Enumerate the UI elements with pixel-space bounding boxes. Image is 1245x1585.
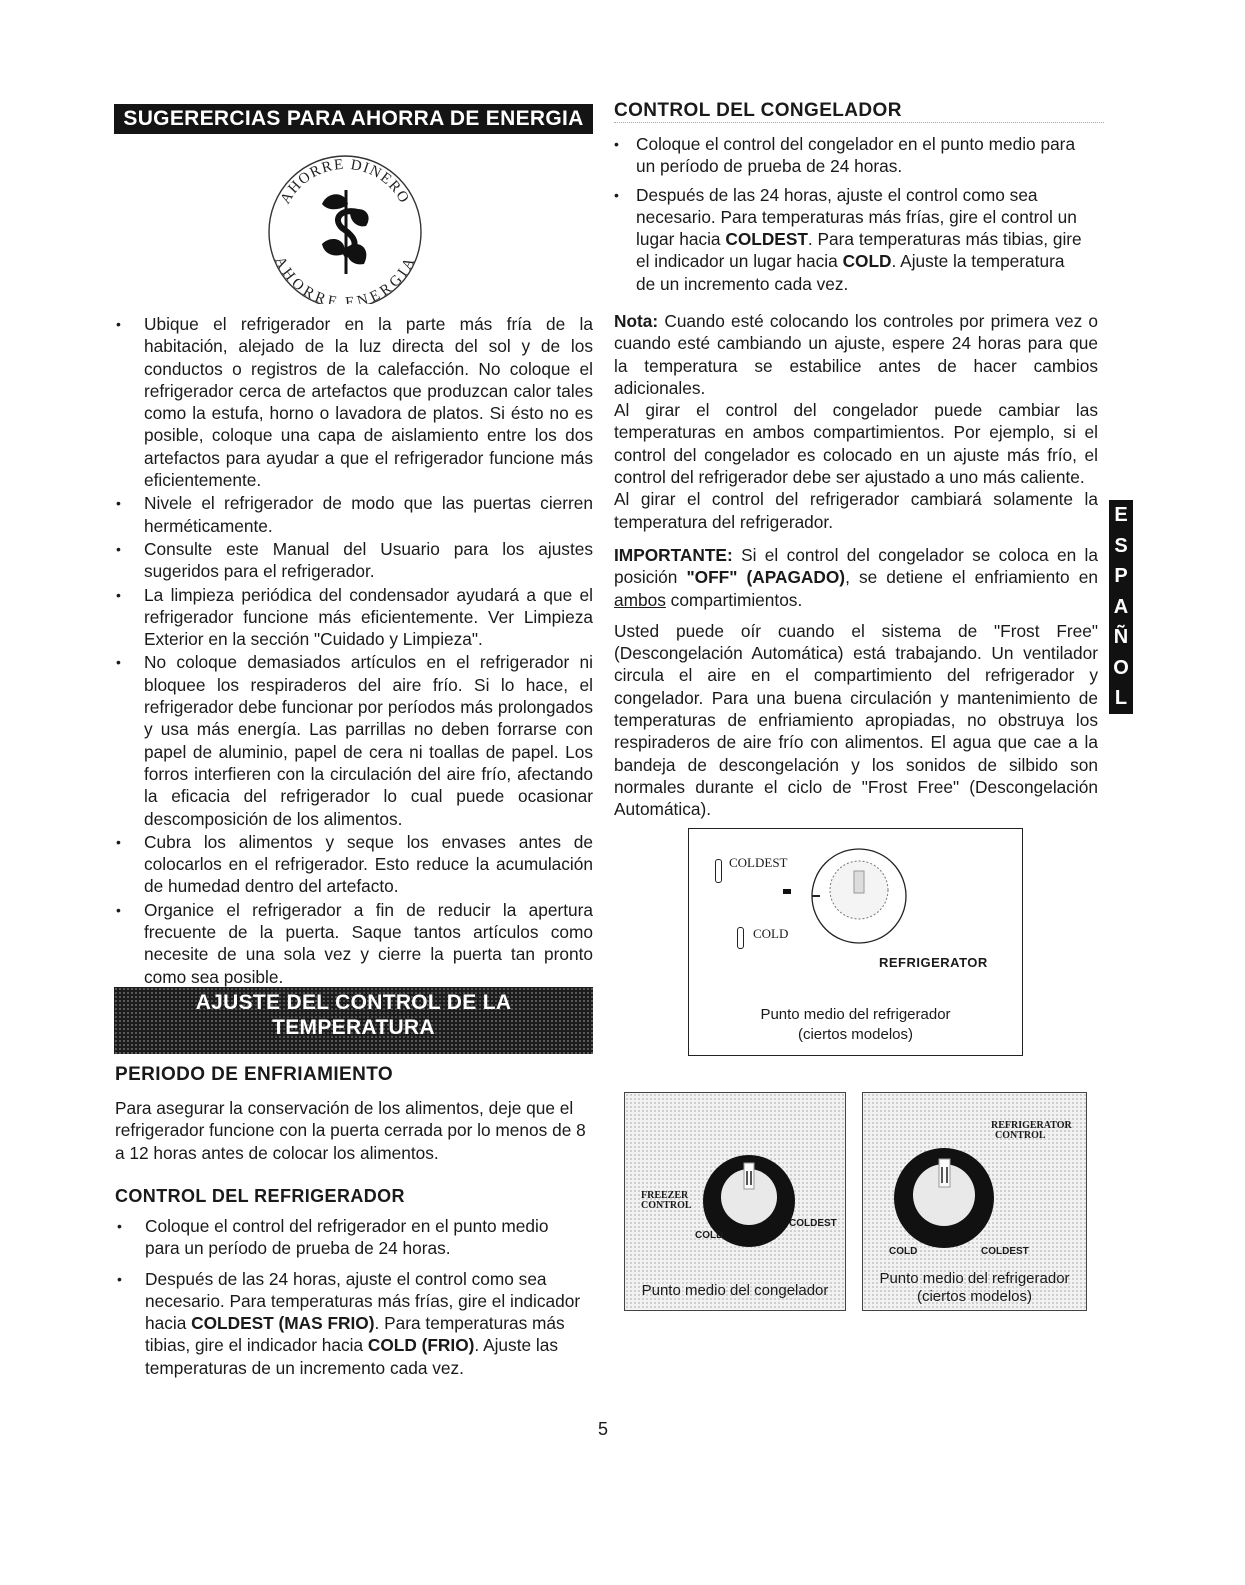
energy-seal	[262, 152, 428, 304]
note-paragraph	[614, 310, 1098, 399]
refrigerator-coldest-label: COLDEST	[981, 1246, 1029, 1257]
seal-bottom-text: AHORRE ENERGIA	[271, 254, 419, 304]
energy-tips-list	[114, 313, 593, 989]
refrigerator-control-label-1: REFRIGERATOR	[991, 1120, 1072, 1131]
fridge-control-step-2	[115, 1268, 585, 1379]
freezer-step2-coldest: COLDEST	[725, 229, 808, 250]
figure1-caption-line1: Punto medio del refrigerador	[760, 1006, 951, 1023]
language-side-tab	[1109, 500, 1133, 714]
freezer-coldest-label: COLDEST	[789, 1218, 837, 1229]
important-paragraph	[614, 544, 1098, 611]
energy-tip-2: • Nivele el refrigerador de modo que las puertas cierren herméticamente.	[114, 492, 593, 537]
note-label: Nota:	[614, 311, 659, 331]
cooling-period-heading: PERIODO DE ENFRIAMIENTO	[115, 1064, 394, 1085]
cold-bar-icon	[737, 927, 744, 949]
freezer-control-label-2: CONTROL	[641, 1200, 692, 1211]
coldest-bar-icon	[715, 859, 722, 883]
seal-top-text: AHORRE DINERO	[277, 156, 413, 207]
side-tab-letter: E	[1109, 500, 1133, 531]
freezer-control-list	[614, 133, 1084, 301]
fridge-turn-paragraph: Al girar el control del refrigerador cambiará solamente la temperatura del refrigerador.	[614, 489, 1098, 532]
fridge-step2-text-c: . Ajuste las temperaturas de un incremento cada vez.	[145, 1335, 558, 1378]
cooling-period-text: Para asegurar la conservación de los alimentos, deje que el refrigerador funcione con la puerta cerrada por lo menos de 8 a 12 horas antes de colocar los alimentos.	[115, 1098, 586, 1163]
energy-tips-banner	[114, 104, 593, 134]
side-tab-letter: A	[1109, 592, 1133, 623]
energy-tip-6: • Cubra los alimentos y seque los envases antes de colocarlos en el refrigerador. Esto reduce la acumulación de humedad dentro del artefacto.	[114, 831, 593, 898]
fridge-step2-coldest: COLDEST (MAS FRIO)	[191, 1313, 375, 1334]
temperature-banner-line1: AJUSTE DEL CONTROL DE LA	[195, 991, 512, 1014]
side-tab-letter: Ñ	[1109, 622, 1133, 653]
side-tab-letter: P	[1109, 561, 1133, 592]
fridge-step2-text-a: Después de las 24 horas, ajuste el control como sea necesario. Para temperaturas más frías, gire el indicador hacia	[145, 1268, 581, 1334]
important-both: ambos	[614, 589, 666, 610]
important-label: IMPORTANTE:	[614, 544, 733, 565]
refrigerator-cold-label: COLD	[889, 1246, 918, 1257]
energy-tips-banner-text: SUGERERCIAS PARA AHORRA DE ENERGIA	[123, 107, 584, 130]
freezer-step2-text-b: . Para temperaturas más tibias, gire el indicador un lugar hacia	[636, 229, 1082, 272]
page-number: 5	[598, 1419, 609, 1439]
refrigerator-photo-caption-2: (ciertos modelos)	[916, 1288, 1033, 1305]
fridge-step2-cold: COLD (FRIO)	[367, 1335, 475, 1356]
freezer-cold-label: COLD	[695, 1230, 724, 1241]
energy-tip-3: • Consulte este Manual del Usuario para los ajustes sugeridos para el refrigerador.	[114, 538, 593, 583]
freezer-turn-paragraph: Al girar el control del congelador puede cambiar las temperaturas en ambos compartimientos. Por ejemplo, si el control del congelador es colocado en un ajuste más frío, el control del refrigerador debe ser ajustado a uno más caliente.	[614, 400, 1098, 488]
freezer-photo-caption: Punto medio del congelador	[641, 1282, 829, 1299]
freezer-control-step-1: • Coloque el control del congelador en el punto medio para un período de prueba de 24 horas.	[614, 133, 1084, 178]
freezer-step2-text-a: Después de las 24 horas, ajuste el control como sea necesario. Para temperaturas más frías, gire el control un lugar hacia	[636, 184, 1077, 250]
important-text-c: compartimientos.	[665, 589, 803, 610]
figure1-caption-line2: (ciertos modelos)	[797, 1026, 914, 1043]
fridge-control-list	[115, 1215, 585, 1387]
fridge-control-heading: CONTROL DEL REFRIGERADOR	[115, 1186, 405, 1206]
temperature-banner-line2: TEMPERATURA	[272, 1016, 435, 1039]
coldest-label: COLDEST	[729, 855, 788, 870]
freezer-control-photo	[624, 1092, 846, 1311]
energy-tip-1: • Ubique el refrigerador en la parte más fría de la habitación, alejado de la luz directa del sol y de los conductos o registros de la calefacción. No coloque el refrigerador cerca de artefactos que produzcan calor tales como la estufa, horno o lavadora de platos. Si ésto no es posible, coloque una capa de aislamiento entre los dos artefactos para ayudar a que el refrigerador funcione más eficientemente.	[114, 313, 593, 491]
refrigerator-control-photo	[862, 1092, 1087, 1311]
freezer-control-step-2	[614, 184, 1084, 295]
fridge-step2-text-b: . Para temperaturas más tibias, gire el indicador hacia	[145, 1313, 565, 1356]
note-text: Cuando esté colocando los controles por primera vez o cuando esté cambiando un ajuste, espere 24 horas para que la temperatura se estabilice antes de hacer cambios adicionales.	[614, 311, 1098, 398]
temperature-control-banner	[114, 987, 593, 1054]
side-tab-letter: O	[1109, 653, 1133, 684]
energy-seal-graphic	[262, 152, 428, 304]
refrigerator-label: REFRIGERATOR	[879, 955, 988, 970]
refrigerator-photo-caption-1: Punto medio del refrigerador	[879, 1270, 1070, 1287]
dial-tick-mark	[783, 889, 791, 894]
right-body	[614, 310, 1098, 821]
refrigerator-dial-icon	[804, 841, 914, 951]
freezer-step2-text-c: . Ajuste la temperatura de un incremento cada vez.	[636, 251, 1065, 294]
cold-label: COLD	[753, 926, 789, 941]
energy-tip-7: • Organice el refrigerador a fin de reducir la apertura frecuente de la puerta. Saque tantos artículos como necesite de una sola vez y cierre la puerta tan pronto como sea posible.	[114, 899, 593, 988]
energy-tip-5: • No coloque demasiados artículos en el refrigerador ni bloquee los respiraderos del aire frío. Si lo hace, el refrigerador debe funcionar por períodos más prolongados y usa más energía. Las parrillas no deben forrarse con papel de aluminio, papel de cera ni toallas de papel. Los forros interfieren con la circulación del aire frío, afectando la eficacia del refrigerador lo cual puede ocasionar descomposición de los alimentos.	[114, 651, 593, 829]
frost-free-paragraph: Usted puede oír cuando el sistema de "Frost Free" (Descongelación Automática) está trabajando. Un ventilador circula el aire en el compartimiento del refrigerador y congelador. Para una buena circulación y mantenimiento de temperaturas de enfriamiento apropiadas, no obstruya los respiraderos de aire frío con alimentos. El agua que cae a la bandeja de descongelación y los sonidos de silbido son normales durante el ciclo de "Frost Free" (Descongelación Automática).	[614, 620, 1098, 820]
freezer-control-label-1: FREEZER	[641, 1190, 689, 1201]
side-tab-letter: S	[1109, 531, 1133, 562]
side-tab-letter: L	[1109, 683, 1133, 714]
refrigerator-dial-figure	[688, 828, 1023, 1056]
freezer-step2-cold: COLD	[842, 251, 892, 272]
important-off: "OFF" (APAGADO)	[686, 567, 846, 588]
refrigerator-control-label-2: CONTROL	[995, 1130, 1046, 1141]
important-text-a: Si el control del congelador se coloca en la posición	[614, 544, 1098, 588]
important-text-b: , se detiene el enfriamiento en	[845, 567, 1098, 588]
heading-rule	[614, 122, 1104, 123]
freezer-control-heading: CONTROL DEL CONGELADOR	[614, 100, 902, 121]
leaf-dollar-icon	[322, 190, 369, 274]
fridge-control-step-1: • Coloque el control del refrigerador en el punto medio para un período de prueba de 24 horas.	[115, 1215, 585, 1260]
energy-tip-4: • La limpieza periódica del condensador ayudará a que el refrigerador funcione más eficientemente. Ver Limpieza Exterior en la sección "Cuidado y Limpieza".	[114, 584, 593, 651]
refrigerator-knob-icon	[889, 1143, 999, 1253]
